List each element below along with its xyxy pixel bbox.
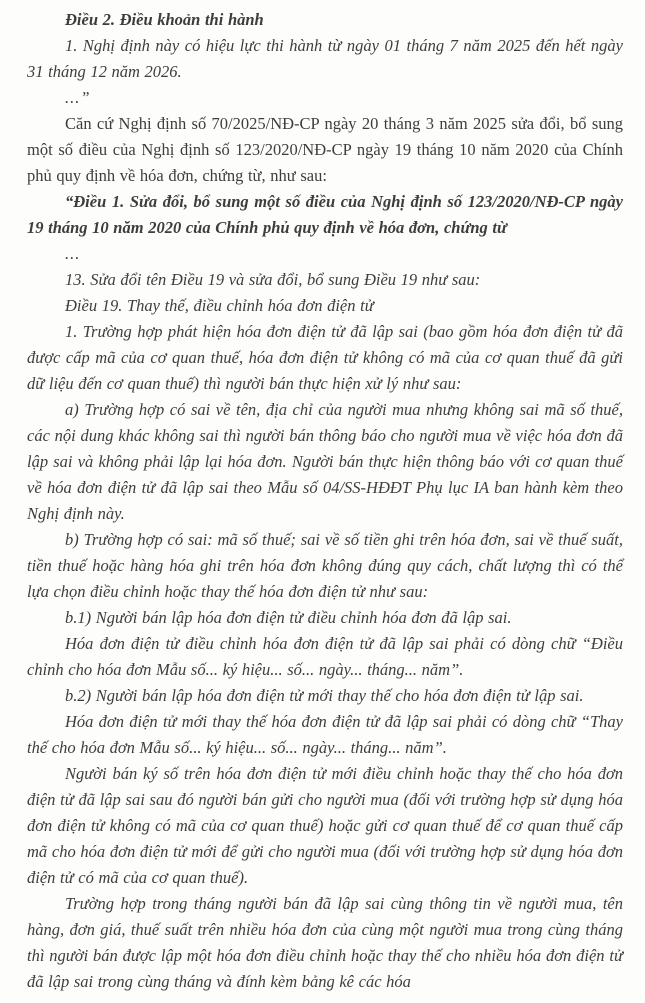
clause-1-effective-date: 1. Nghị định này có hiệu lực thi hành từ ngày 01 tháng 7 năm 2025 đến hết ngày 31 tháng 12 năm 2026. bbox=[27, 36, 623, 81]
heading-article-2: Điều 2. Điều khoản thi hành bbox=[65, 10, 264, 29]
point-b2-replace: b.2) Người bán lập hóa đơn điện tử mới thay thế cho hóa đơn điện tử lập sai. bbox=[65, 686, 584, 705]
clause-1-error-handling: 1. Trường hợp phát hiện hóa đơn điện tử đã lập sai (bao gồm hóa đơn điện tử đã được cấp mã của cơ quan thuế, hóa đơn điện tử không có mã của cơ quan thuế đã gửi dữ liệu đến cơ quan thuế) thì người bán thực hiện xử lý như sau: bbox=[27, 322, 623, 393]
item-13-intro: 13. Sửa đổi tên Điều 19 và sửa đổi, bổ sung Điều 19 như sau: bbox=[65, 270, 481, 289]
preamble-can-cu: Căn cứ Nghị định số 70/2025/NĐ-CP ngày 20 tháng 3 năm 2025 sửa đổi, bổ sung một số điều của Nghị định số 123/2020/NĐ-CP ngày 19 tháng 10 năm 2020 của Chính phủ quy định về hóa đơn, chứng từ, như sau: bbox=[27, 114, 623, 185]
para-multiple-invoices-same-month: Trường hợp trong tháng người bán đã lập sai cùng thông tin về người mua, tên hàng, đơn giá, thuế suất trên nhiều hóa đơn của cùng một người mua trong cùng tháng thì người bán được lập một hóa đơn điều chỉnh hoặc thay thế cho nhiều hóa đơn điện tử đã lập sai trong cùng tháng và đính kèm bảng kê các hóa bbox=[27, 894, 623, 991]
point-b-other-errors: b) Trường hợp có sai: mã số thuế; sai về số tiền ghi trên hóa đơn, sai về thuế suất, tiền thuế hoặc hàng hóa ghi trên hóa đơn không đúng quy cách, chất lượng thì có thể lựa chọn điều chỉnh hoặc thay thế hóa đơn điện tử như sau: bbox=[27, 530, 623, 601]
ellipsis: ... bbox=[65, 244, 81, 263]
point-a-name-address-error: a) Trường hợp có sai về tên, địa chỉ của người mua nhưng không sai mã số thuế, các nội dung khác không sai thì người bán thông báo cho người mua về việc hóa đơn đã lập sai và không phải lập lại hóa đơn. Người bán thực hiện thông báo với cơ quan thuế về hóa đơn điện tử đã lập sai theo Mẫu số 04/SS-HĐĐT Phụ lục IA ban hành kèm theo Nghị định này. bbox=[27, 400, 623, 523]
ellipsis-with-close-quote: ...” bbox=[65, 88, 91, 107]
heading-article-1-amendment: “Điều 1. Sửa đổi, bổ sung một số điều của Nghị định số 123/2020/NĐ-CP ngày 19 tháng 10 năm 2020 của Chính phủ quy định về hóa đơn, chứng từ bbox=[27, 192, 623, 237]
note-adjustment-line: Hóa đơn điện tử điều chỉnh hóa đơn điện tử đã lập sai phải có dòng chữ “Điều chỉnh cho hóa đơn Mẫu số... ký hiệu... số... ngày... tháng... năm”. bbox=[27, 634, 623, 679]
note-replacement-line: Hóa đơn điện tử mới thay thế hóa đơn điện tử đã lập sai phải có dòng chữ “Thay thế cho hóa đơn Mẫu số... ký hiệu... số... ngày... tháng... năm”. bbox=[27, 712, 623, 757]
point-b1-adjust: b.1) Người bán lập hóa đơn điện tử điều chỉnh hóa đơn đã lập sai. bbox=[65, 608, 512, 627]
para-digital-sign-and-send: Người bán ký số trên hóa đơn điện tử mới điều chỉnh hoặc thay thế cho hóa đơn điện tử đã lập sai sau đó người bán gửi cho người mua (đối với trường hợp sử dụng hóa đơn điện tử không có mã của cơ quan thuế) hoặc gửi cơ quan thuế để cơ quan thuế cấp mã cho hóa đơn điện tử mới để gửi cho người mua (đối với trường hợp sử dụng hóa đơn điện tử có mã của cơ quan thuế). bbox=[27, 764, 623, 887]
heading-article-19: Điều 19. Thay thế, điều chỉnh hóa đơn điện tử bbox=[65, 296, 374, 315]
